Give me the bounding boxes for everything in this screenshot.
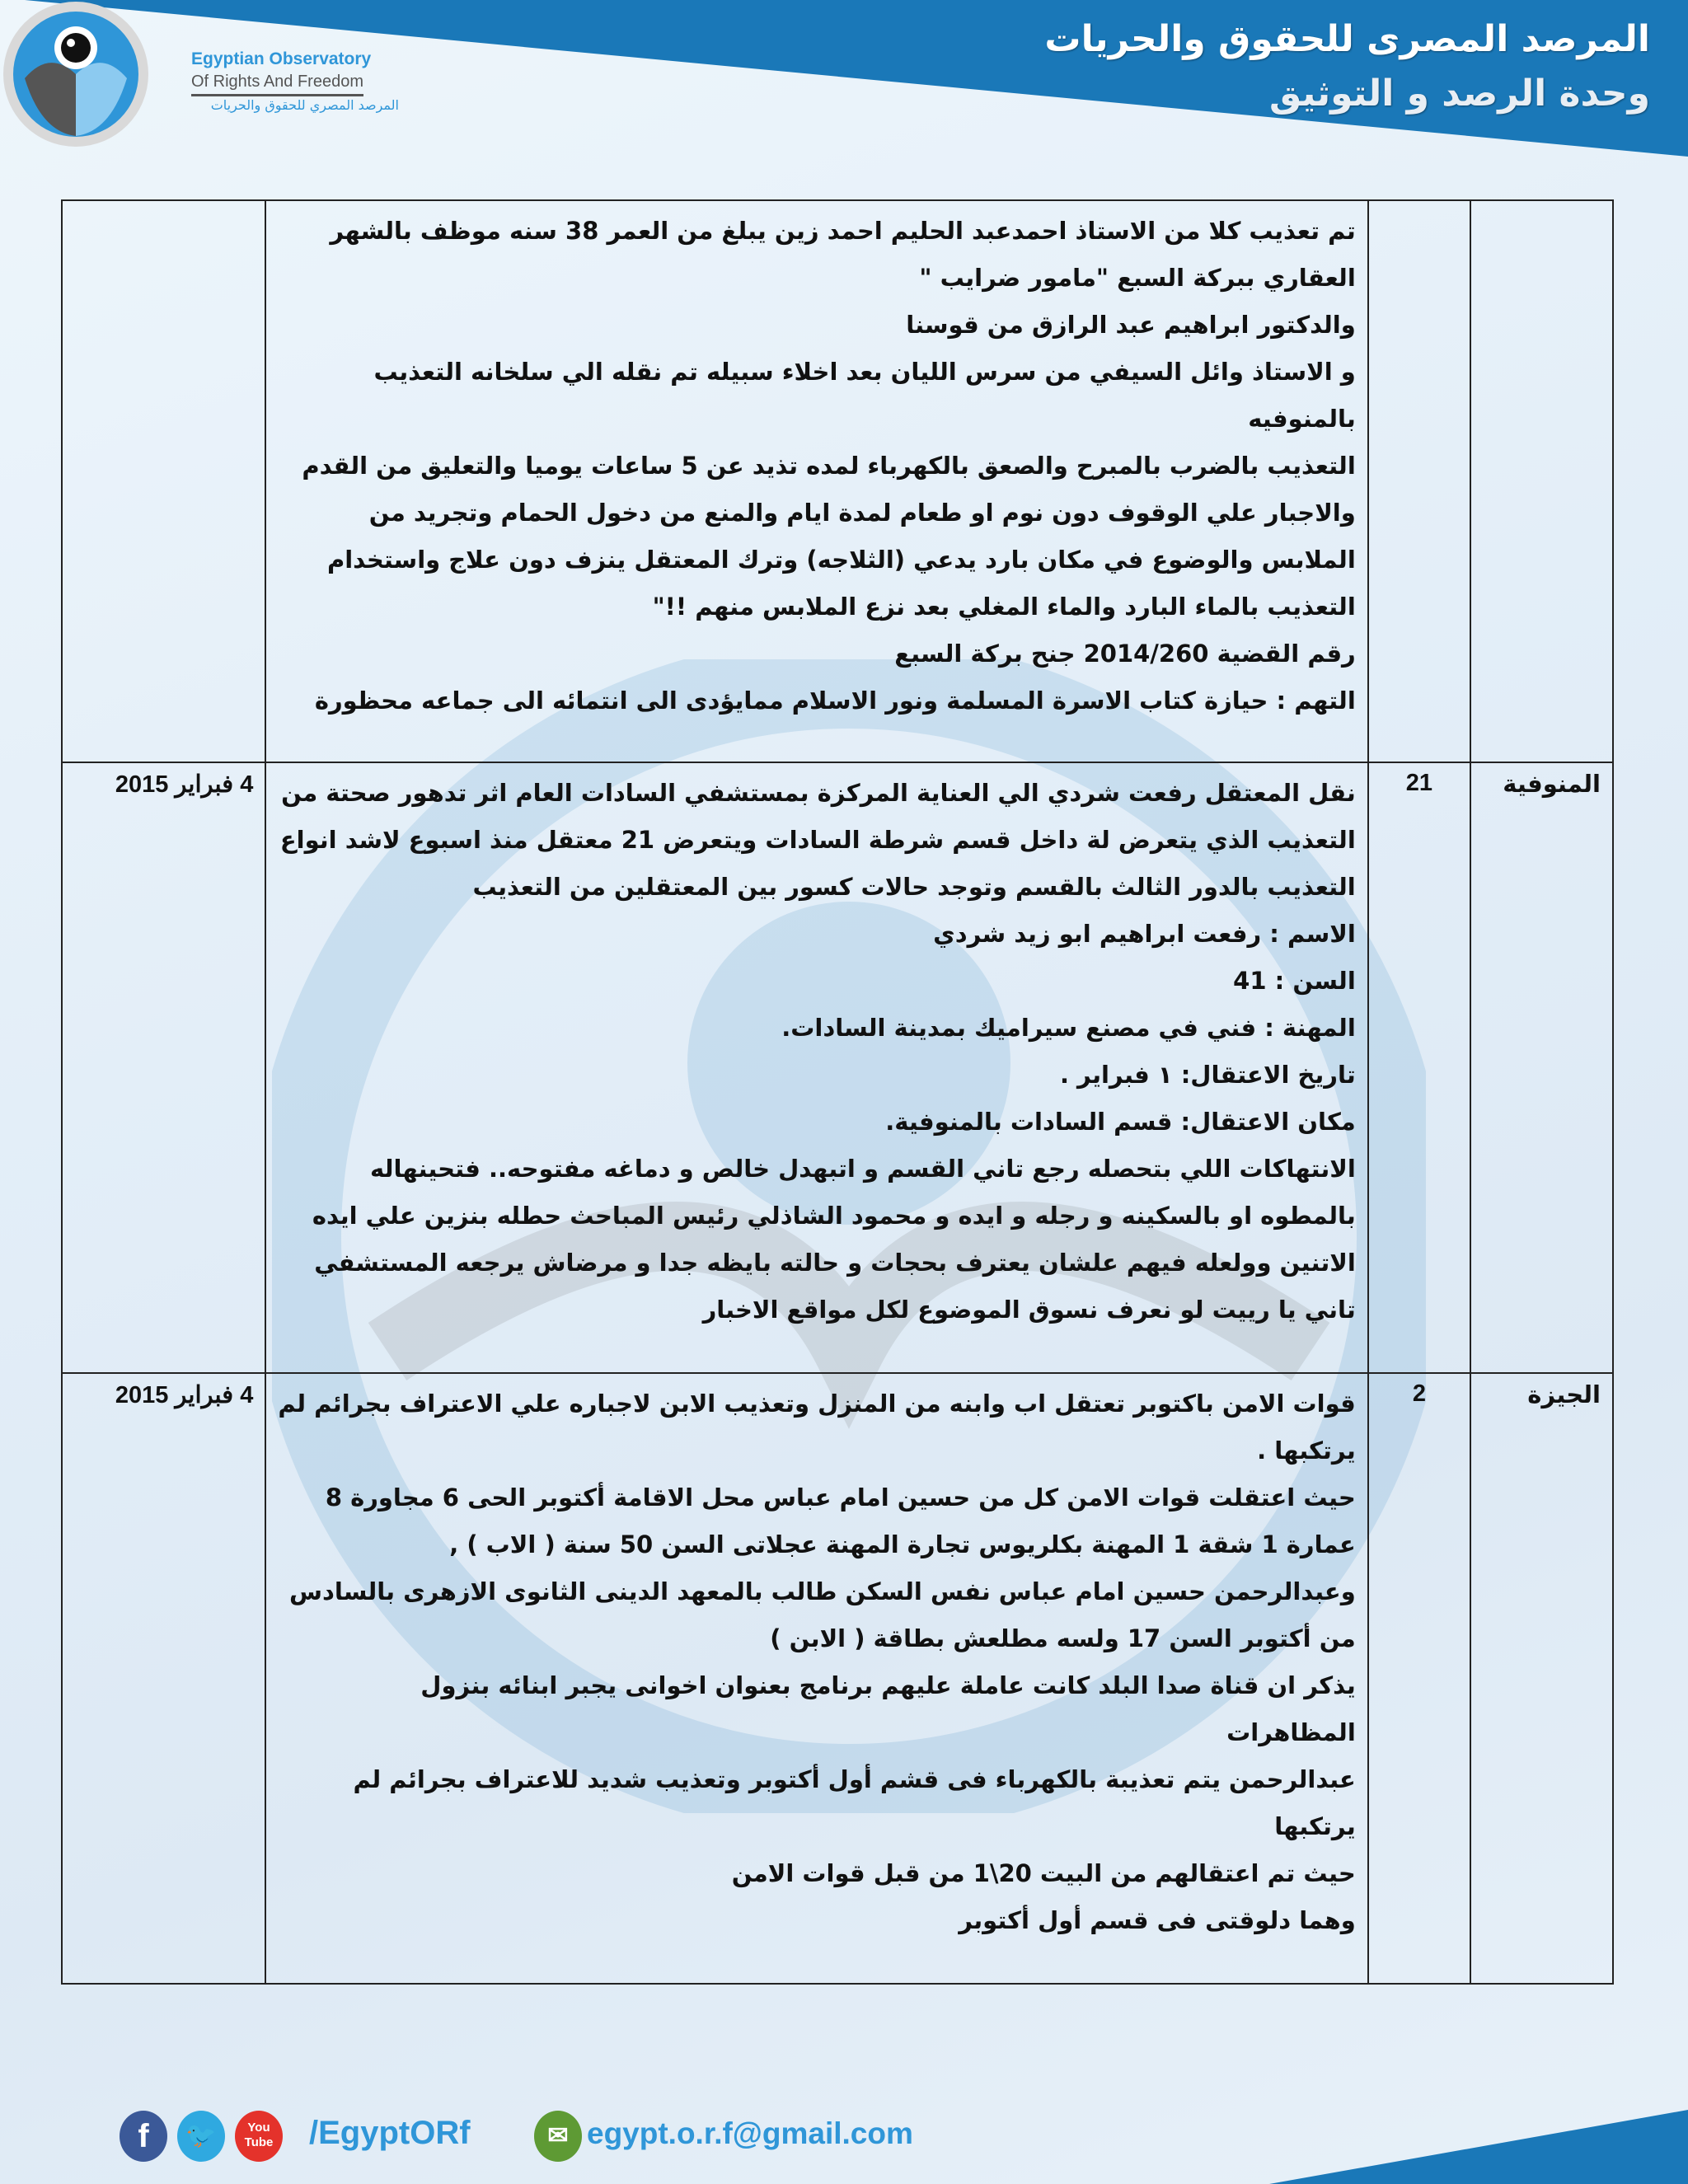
description-line: وهما دلوقتى فى قسم أول أكتوبر xyxy=(959,1906,1356,1934)
description-line: يذكر ان قناة صدا البلد كانت عاملة عليهم برنامج بعنوان اخوانى يجبر ابنائه بنزول xyxy=(420,1671,1356,1699)
description-line: رقم القضية 2014/260 جنح بركة السبع xyxy=(894,640,1356,668)
description-line: عبدالرحمن يتم تعذيبة بالكهرباء فى قشم أول أكتوبر وتعذيب شديد للاعتراف بجرائم لم xyxy=(353,1765,1356,1793)
description-cell xyxy=(265,1373,1367,1984)
description-line: التعذيب بالدور الثالث بالقسم وتوجد حالات كسور بين المعتقلين من التعذيب xyxy=(472,873,1356,901)
date-cell xyxy=(62,200,265,762)
table-row xyxy=(62,762,1613,1373)
table-row xyxy=(62,1373,1613,1984)
description-line: قوات الامن باكتوبر تعتقل اب وابنه من المنزل وتعذيب الابن لاجباره علي الاعتراف بجرائم لم xyxy=(278,1390,1356,1418)
description-line: والدكتور ابراهيم عبد الرازق من قوسنا xyxy=(906,311,1356,339)
governorate-cell: الجيزة xyxy=(1470,1373,1613,1984)
description-cell xyxy=(265,762,1367,1373)
description-line: والاجبار علي الوقوف دون نوم او طعام لمدة ايام والمنع من دخول الحمام وتجريد من xyxy=(368,499,1356,527)
description-line: بالمنوفيه xyxy=(1248,405,1356,433)
twitter-icon[interactable]: 🐦 xyxy=(177,2111,225,2162)
description-cell xyxy=(265,200,1367,762)
email-icon: ✉ xyxy=(534,2111,582,2162)
header-banner xyxy=(0,0,1688,165)
footer xyxy=(0,2093,1688,2184)
violations-table xyxy=(61,199,1614,1985)
description-line: تم تعذيب كلا من الاستاذ احمدعبد الحليم احمد زين يبلغ من العمر 38 سنه موظف بالشهر xyxy=(330,217,1356,245)
description-line: تاريخ الاعتقال: ١ فبراير . xyxy=(1059,1061,1356,1089)
description-line: مكان الاعتقال: قسم السادات بالمنوفية. xyxy=(885,1108,1356,1136)
logo-text-en-2: Of Rights And Freedom xyxy=(191,73,363,96)
logo-text-en-1: Egyptian Observatory xyxy=(191,49,372,68)
description-line: بالمطوه او بالسكينه و رجله و ايده و محمود الشاذلي رئيس المباحث حطله بنزين علي ايده xyxy=(312,1202,1356,1230)
count-cell: 21 xyxy=(1368,762,1470,1373)
description-line: التعذيب بالضرب بالمبرح والصعق بالكهرباء لمده تذيد عن 5 ساعات يوميا والتعليق من القدم xyxy=(302,452,1356,480)
description-line: حيث اعتقلت قوات الامن كل من حسين امام عباس محل الاقامة أكتوبر الحى 6 مجاورة 8 xyxy=(325,1483,1356,1511)
date-cell: 4 فبراير 2015 xyxy=(62,1373,265,1984)
table-row xyxy=(62,200,1613,762)
description-line: الاتنين وولعله فيهم علشان يعترف بحجات و حالته بايظه جدا و مرضاش يرجعه المستشفي xyxy=(314,1249,1356,1277)
description-line: التهم : حيازة كتاب الاسرة المسلمة ونور الاسلام ممايؤدى الى انتمائه الى جماعه محظورة xyxy=(314,687,1356,715)
description-line: السن : 41 xyxy=(1233,967,1356,995)
description-line: عمارة 1 شقة 1 المهنة بكلريوس تجارة المهنة عجلاتى السن 50 سنة ( الاب ) , xyxy=(449,1530,1356,1558)
description-line: يرتكبها xyxy=(1274,1812,1356,1840)
unit-subtitle: وحدة الرصد و التوثيق xyxy=(1269,73,1650,115)
count-cell: 2 xyxy=(1368,1373,1470,1984)
description-line: الانتهاكات اللي بتحصله رجع تاني القسم و اتبهدل خالص و دماغه مفتوحه.. فتحينهاله xyxy=(369,1155,1356,1183)
description-line: العقاري ببركة السبع "مامور ضرايب " xyxy=(919,264,1356,292)
description-line: المظاهرات xyxy=(1226,1718,1356,1746)
description-line: الملابس والوضوع في مكان بارد يدعي (الثلاجه) وترك المعتقل ينزف دون علاج واستخدام xyxy=(326,546,1356,574)
governorate-cell xyxy=(1470,200,1613,762)
count-cell xyxy=(1368,200,1470,762)
date-cell: 4 فبراير 2015 xyxy=(62,762,265,1373)
facebook-icon[interactable]: f xyxy=(120,2111,167,2162)
youtube-icon[interactable]: You Tube xyxy=(235,2111,283,2162)
description-line: التعذيب بالماء البارد والماء المغلي بعد نزع الملابس منهم !!" xyxy=(652,593,1356,621)
description-line: التعذيب الذي يتعرض لة داخل قسم شرطة السادات ويتعرض 21 معتقل منذ اسبوع لاشد انواع xyxy=(279,826,1356,854)
description-line: تاني يا رييت لو نعرف نسوق الموضوع لكل مواقع الاخبار xyxy=(702,1296,1356,1324)
org-title: المرصد المصرى للحقوق والحريات xyxy=(1044,18,1650,60)
description-line: الاسم : رفعت ابراهيم ابو زيد شردي xyxy=(933,920,1356,948)
logo-text-ar: المرصد المصري للحقوق والحريات xyxy=(210,97,399,113)
description-line: المهنة : فني في مصنع سيراميك بمدينة السادات. xyxy=(781,1014,1356,1042)
governorate-cell: المنوفية xyxy=(1470,762,1613,1373)
description-line: يرتكبها . xyxy=(1257,1436,1356,1465)
email-link[interactable]: egypt.o.r.f@gmail.com xyxy=(587,2116,913,2150)
description-line: حيث تم اعتقالهم من البيت 20\1 من قبل قوات الامن xyxy=(731,1859,1356,1887)
description-line: و الاستاذ وائل السيفي من سرس الليان بعد اخلاء سبيله تم نقله الي سلخانه التعذيب xyxy=(373,358,1356,386)
description-line: من أكتوبر السن 17 ولسه مطلعش بطاقة ( الابن ) xyxy=(770,1624,1356,1652)
description-line: وعبدالرحمن حسين امام عباس نفس السكن طالب بالمعهد الدينى الثانوى الازهرى بالسادس xyxy=(289,1577,1356,1605)
social-handle-link[interactable]: /EgyptORf xyxy=(309,2115,471,2151)
logo-icon xyxy=(0,0,152,148)
description-line: نقل المعتقل رفعت شردي الي العناية المركزة بمستشفي السادات العام اثر تدهور صحتة من xyxy=(281,779,1356,807)
